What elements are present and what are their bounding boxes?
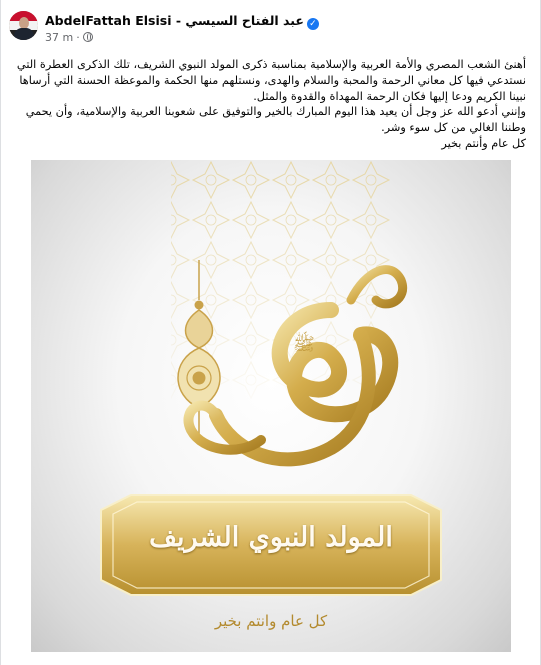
post-text xyxy=(10,57,526,152)
author-name[interactable]: AbdelFattah Elsisi - عبد الفتاح السيسي xyxy=(45,13,304,28)
author-avatar[interactable] xyxy=(9,11,38,40)
calligraphy-small: ﷺ xyxy=(293,334,315,355)
post-meta xyxy=(45,31,93,44)
post-timestamp[interactable]: 37 m xyxy=(45,31,74,44)
post-header xyxy=(1,6,541,54)
post-image[interactable] xyxy=(31,160,511,652)
image-greeting: كل عام وانتم بخير xyxy=(214,612,328,630)
post-paragraph: كل عام وأنتم بخير xyxy=(441,136,526,150)
banner-text: المولد النبوي الشريف xyxy=(149,522,393,553)
verified-badge-icon: ✓ xyxy=(307,18,319,30)
post-paragraph: وإنني أدعو الله عز وجل أن يعيد هذا اليوم المبارك بالخير والتوفيق على شعوبنا العربية والإسلامية، وأن يحمي وطننا الغالي من كل سوء وشر. xyxy=(25,105,526,135)
author-name-row xyxy=(45,13,319,30)
meta-separator: · xyxy=(76,31,80,44)
image-artwork xyxy=(31,160,511,652)
post-paragraph: أهنئ الشعب المصري والأمة العربية والإسلامية بمناسبة ذكرى المولد النبوي الشريف، تلك الذكرى العطرة التي نستدعي فيها كل معاني الرحمة والمحبة والسلام والهدى، ونستلهم منها الحكمة والموعظة الحسنة التي أرساها نبينا الكريم ودعا إليها فكان الرحمة المهداة والقدوة والمثل. xyxy=(16,58,526,103)
globe-icon[interactable] xyxy=(83,32,93,42)
